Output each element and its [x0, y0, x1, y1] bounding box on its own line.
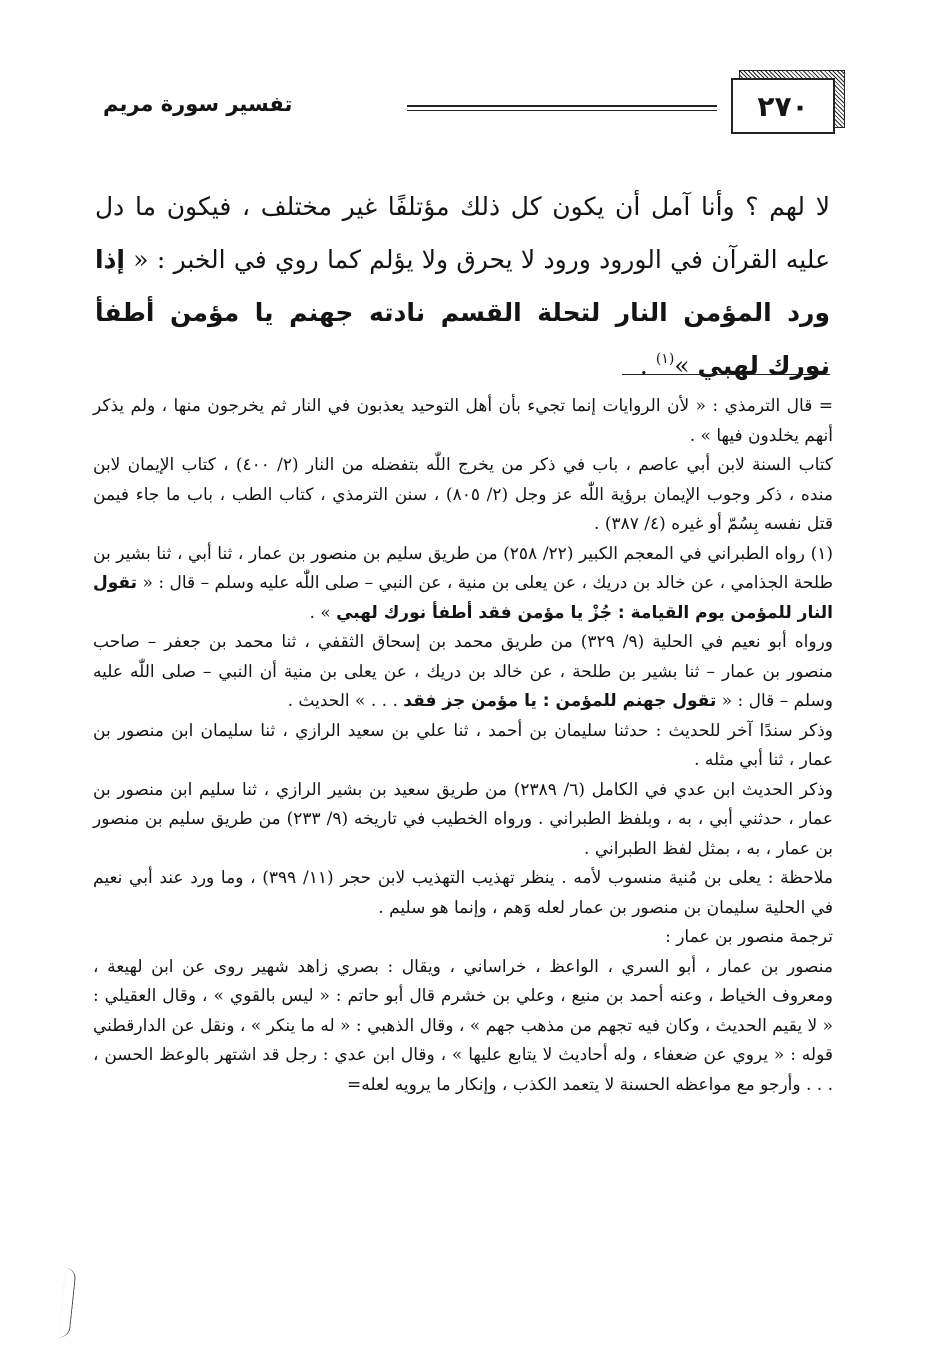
running-title: تفسير سورة مريم	[103, 92, 293, 116]
abu-nuaym-end: . . . » الحديث .	[287, 691, 398, 711]
abu-nuaym-text: ورواه أبو نعيم في الحلية (٩/ ٣٢٩) من طريق محمد بن إسحاق الثقفي ، ثنا محمد بن جعفر – صاحب منصور بن عمار – ثنا بشير بن طلحة ، عن خالد بن دريك ، عن يعلى بن منية أن النبي – صلى اللّٰه عليه وسلم – قال : «	[93, 632, 833, 711]
footnote-continuation: = قال الترمذي : « لأن الروايات إنما تجيء بأن أهل التوحيد يعذبون في النار ثم يخرجون منها ، ولم يذكر أنهم يخلدون فيها » .	[93, 396, 833, 446]
footnotes	[93, 392, 833, 1100]
quote-close: »	[674, 351, 690, 380]
page-header	[95, 72, 835, 144]
footnote-1	[93, 540, 833, 629]
footnote-note: ملاحظة : يعلى بن مُنية منسوب لأمه . ينظر تهذيب التهذيب لابن حجر (١١/ ٣٩٩) ، وما ورد عند أبي نعيم في الحلية سليمان بن منصور بن عمار لعله وَهم ، وإنما هو سليم .	[93, 868, 833, 918]
footnote-1-text: (١) رواه الطبراني في المعجم الكبير (٢٢/ ٢٥٨) من طريق سليم بن منصور بن عمار ، ثنا أبي ، ثنا بشير بن طلحة الجذامي ، عن خالد بن دريك ، عن يعلى بن منية ، عن النبي – صلى اللّٰه عليه وسلم – قال : «	[93, 543, 834, 593]
main-paragraph	[95, 180, 830, 392]
footnote-separator	[622, 374, 830, 375]
footnote-ibn-adi: وذكر الحديث ابن عدي في الكامل (٦/ ٢٣٨٩) من طريق سعيد بن بشير الرازي ، ثنا سليم ابن منصور بن عمار ، حدثني أبي ، به ، وبلفظ الطبراني . ورواه الخطيب في تاريخه (٩/ ٢٣٣) من طريق سليم بن منصور بن عمار ، به ، بمثل لفظ الطبراني .	[93, 779, 833, 859]
footnote-another-chain: وذكر سندًا آخر للحديث : حدثنا سليمان بن أحمد ، ثنا علي بن سعيد الرازي ، ثنا سليمان ابن منصور بن عمار ، ثنا أبي مثله .	[93, 720, 833, 770]
paragraph-end: .	[639, 351, 656, 380]
page-edge-mark	[58, 1268, 76, 1339]
footnote-reference[interactable]: (١)	[655, 351, 675, 367]
footnote-abu-nuaym	[93, 628, 833, 717]
page-number: ٢٧٠	[731, 78, 835, 134]
biography-text: منصور بن عمار ، أبو السري ، الواعظ ، خراساني ، ويقال : بصري زاهد شهير روى عن ابن لهيعة ، ومعروف الخياط ، وعنه أحمد بن منيع ، وعلي بن خشرم قال أبو حاتم : « ليس بالقوي » ، وقال العقيلي : « لا يقيم الحديث ، وكان فيه تجهم من مذهب جهم » ، وقال الذهبي : « له ما ينكر » ، ونقل عن الدارقطني قوله : « يروي عن ضعفاء ، وله أحاديث لا يتابع عليها » ، وقال ابن عدي : رجل قد اشتهر بالوعظ الحسن ، . . . وأرجو مع مواعظه الحسنة لا يتعمد الكذب ، وإنكار ما يرويه لعله=	[93, 956, 833, 1095]
header-rule	[407, 105, 717, 111]
abu-nuaym-hadith: تقول جهنم للمؤمن : يا مؤمن جز فقد	[403, 691, 717, 711]
hadith-quote: إذا ورد المؤمن النار لتحلة القسم نادته جهنم يا مؤمن أطفأ نورك لهبي	[95, 245, 830, 380]
main-text	[95, 180, 830, 392]
footnote-1-hadith: تقول النار للمؤمن يوم القيامة : جُزْ يا مؤمن فقد أطفأ نورك لهبي	[93, 573, 833, 623]
footnote-1-end: » .	[309, 602, 331, 623]
main-paragraph-text: لا لهم ؟ وأنا آمل أن يكون كل ذلك مؤتلفًا غير مختلف ، فيكون ما دل عليه القرآن في الورود ورود لا يحرق ولا يؤلم كما روي في الخبر : «	[95, 192, 830, 274]
footnote-sources: كتاب السنة لابن أبي عاصم ، باب في ذكر من يخرج اللّٰه بتفضله من النار (٢/ ٤٠٠) ، كتاب الإيمان لابن منده ، ذكر وجوب الإيمان برؤية اللّٰه عز وجل (٢/ ٨٠٥) ، سنن الترمذي ، كتاب الطب ، باب ما جاء فيمن قتل نفسه بِسُمّ أو غيره (٤/ ٣٨٧) .	[93, 455, 833, 534]
biography-heading: ترجمة منصور بن عمار :	[665, 927, 833, 947]
